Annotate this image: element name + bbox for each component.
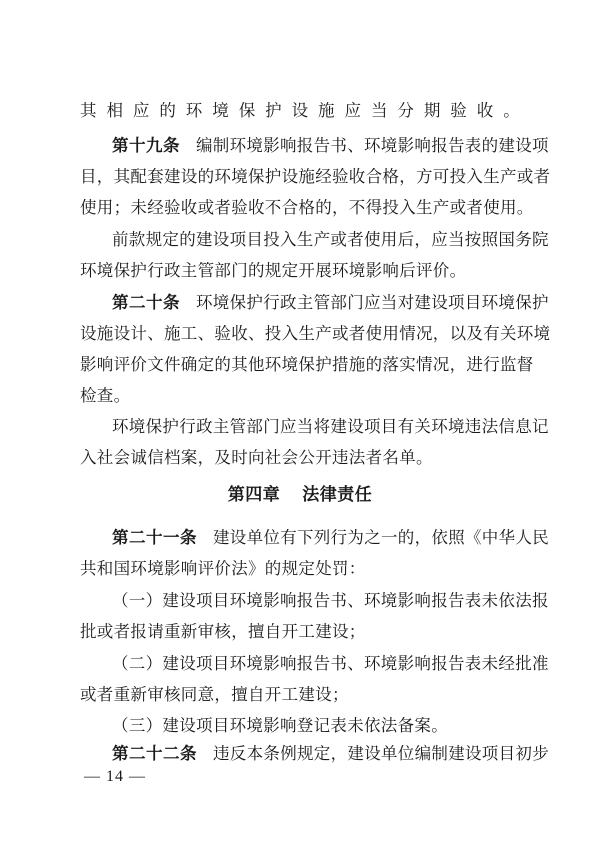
text-line: 使用；未经验收或者验收不合格的，不得投入生产或者使用。 bbox=[80, 198, 534, 217]
article-21-text: 建设单位有下列行为之一的，依照《中华人民 bbox=[213, 528, 549, 547]
text-line: 环境保护行政主管部门的规定开展环境影响后评价。 bbox=[80, 261, 467, 280]
text-line: 检查。 bbox=[80, 386, 131, 405]
article-20-title: 第二十条 bbox=[112, 293, 180, 312]
text-line: 其相应的环境保护设施应当分期验收。 bbox=[80, 101, 520, 120]
article-22-line-1 bbox=[112, 743, 549, 765]
text-line: 或者重新审核同意，擅自开工建设； bbox=[80, 685, 349, 704]
chapter-title: 法律责任 bbox=[302, 485, 373, 505]
article-19-line-1 bbox=[112, 135, 549, 157]
article-19-text: 编制环境影响报告书、环境影响报告表的建设项 bbox=[196, 136, 549, 155]
article-21-title: 第二十一条 bbox=[112, 528, 197, 547]
text-line: 环境保护行政主管部门应当将建设项目有关环境违法信息记 bbox=[112, 417, 549, 436]
article-21-line-1 bbox=[112, 527, 549, 549]
article-20-text: 环境保护行政主管部门应当对建设项目环境保护 bbox=[196, 293, 549, 312]
list-item-3: （三）建设项目环境影响登记表未依法备案。 bbox=[112, 716, 448, 735]
article-22-title: 第二十二条 bbox=[112, 744, 197, 763]
chapter-number: 第四章 bbox=[227, 485, 281, 505]
list-item-2: （二）建设项目环境影响报告书、环境影响报告表未经批准 bbox=[112, 654, 549, 673]
list-item-1: （一）建设项目环境影响报告书、环境影响报告表未依法报 bbox=[112, 591, 549, 610]
text-line: 入社会诚信档案，及时向社会公开违法者名单。 bbox=[80, 448, 433, 467]
article-19-title: 第十九条 bbox=[112, 136, 180, 155]
text-line: 共和国环境影响评价法》的规定处罚： bbox=[80, 559, 366, 578]
article-20-line-1 bbox=[112, 292, 549, 314]
text-line: 目，其配套建设的环境保护设施经验收合格，方可投入生产或者 bbox=[80, 167, 551, 186]
text-line: 影响评价文件确定的其他环境保护措施的落实情况，进行监督 bbox=[80, 355, 534, 374]
chapter-heading bbox=[0, 484, 600, 506]
article-22-text: 违反本条例规定，建设单位编制建设项目初步 bbox=[213, 744, 549, 763]
text-line: 前款规定的建设项目投入生产或者使用后，应当按照国务院 bbox=[112, 230, 549, 249]
text-line: 设施设计、施工、验收、投入生产或者使用情况，以及有关环境 bbox=[80, 324, 551, 343]
text-line: 批或者报请重新审核，擅自开工建设； bbox=[80, 622, 366, 641]
page-number: — 14 — bbox=[84, 768, 146, 785]
